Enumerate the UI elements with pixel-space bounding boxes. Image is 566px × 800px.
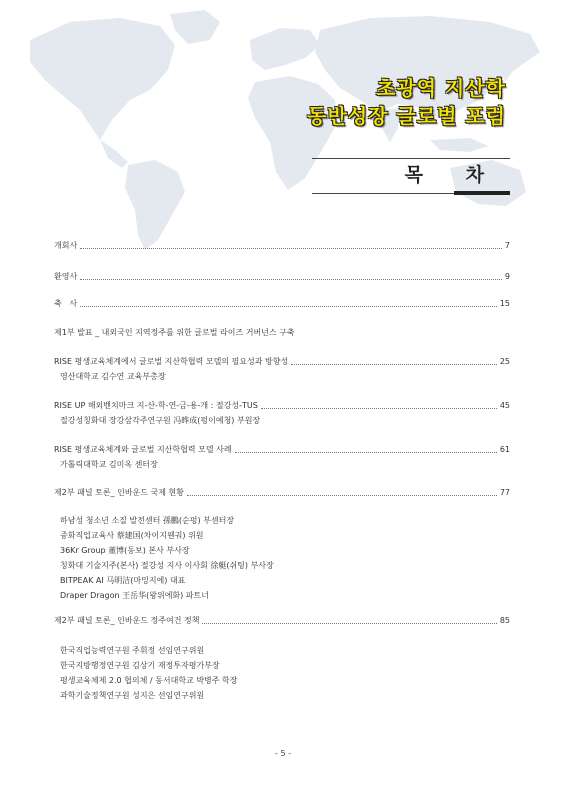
panel-participant: 평생교육체제 2.0 협의체 / 동서대학교 박병주 학장 xyxy=(60,676,238,685)
toc-entry-congratulatory[interactable] xyxy=(54,298,510,310)
dot-leader xyxy=(235,451,497,453)
panel2-participants xyxy=(60,643,238,703)
toc-entry-speaker: 영산대학교 김수연 교육부총장 xyxy=(60,372,166,381)
toc-entry-label: 개회사 xyxy=(54,241,78,250)
toc-entry-speaker: 가톨릭대학교 김미옥 센터장 xyxy=(60,460,158,469)
toc-entry-rise-lifelong[interactable] xyxy=(54,356,510,368)
panel-participant: BITPEAK AI 马明洁(마밍지에) 대표 xyxy=(60,576,186,585)
panel-participant: Draper Dragon 王岳华(왕위에화) 파트너 xyxy=(60,591,210,600)
panel-participant: 한국직업능력연구원 주휘정 선임연구위원 xyxy=(60,646,205,655)
toc-entry-page: 61 xyxy=(499,445,510,454)
heading-divider-top xyxy=(312,158,510,159)
toc-entry-label: 제1부 발표 _ 내외국인 지역정주를 위한 글로벌 라이즈 거버넌스 구축 xyxy=(54,328,295,337)
panel-participant: 하남성 청소년 소질 발전센터 孫鵬(순펑) 부센터장 xyxy=(60,516,235,525)
toc-heading: 목 차 xyxy=(404,164,502,186)
toc-entry-rise-up[interactable] xyxy=(54,400,510,412)
toc-entry-page: 15 xyxy=(499,299,510,308)
toc-section-part1[interactable] xyxy=(54,327,510,339)
panel-participant: 중화직업교육사 蔡建国(차이지웬궈) 위원 xyxy=(60,531,204,540)
toc-entry-page: 9 xyxy=(504,272,510,281)
dot-leader xyxy=(202,622,496,624)
heading-accent-bar xyxy=(454,191,510,195)
panel-participant: 칭화대 기술지주(본사) 절강성 지사 이사회 徐艇(쉬팅) 부사장 xyxy=(60,561,274,570)
toc-entry-label: RISE UP 해외벤치마크 지-산-학-연-금-용-개 : 절강성-TUS xyxy=(54,401,258,410)
toc-entry-label: RISE 평생교육체계에서 글로벌 지산학협력 모델의 필요성과 방향성 xyxy=(54,357,289,366)
toc-entry-page: 45 xyxy=(499,401,510,410)
dot-leader xyxy=(187,494,497,496)
dot-leader xyxy=(80,278,502,280)
panel-participant: 36Kr Group 董博(동보) 본사 부사장 xyxy=(60,546,190,555)
toc-section-panel-inbound-policy[interactable] xyxy=(54,615,510,627)
toc-entry-page: 85 xyxy=(499,616,510,625)
panel1-participants xyxy=(60,513,274,603)
dot-leader xyxy=(291,363,497,365)
toc-entry-rise-case[interactable] xyxy=(54,444,510,456)
toc-entry-welcome-address[interactable] xyxy=(54,271,510,283)
toc-entry-label: 축 사 xyxy=(54,299,78,308)
toc-entry-page: 77 xyxy=(499,488,510,497)
toc-entry-label: 제2부 패널 토론_ 인바운드 국제 현황 xyxy=(54,488,184,497)
toc-entry-page: 25 xyxy=(499,357,510,366)
toc-entry-label: 환영사 xyxy=(54,272,78,281)
dot-leader xyxy=(80,305,497,307)
toc-entry-speaker: 절강성칭화대 장강삼각주연구원 冯晔成(펑이예청) 부원장 xyxy=(60,416,261,425)
page-number: - 5 - xyxy=(275,749,291,758)
panel-participant: 한국지방행정연구원 김상기 재정투자평가부장 xyxy=(60,661,220,670)
toc-entry-label: 제2부 패널 토론_ 인바운드 정주여건 정책 xyxy=(54,616,200,625)
panel-participant: 과학기술정책연구원 성지은 선임연구위원 xyxy=(60,691,205,700)
forum-title-line1: 초광역 지산학 xyxy=(376,76,506,100)
dot-leader xyxy=(261,407,497,409)
forum-title-line2: 동반성장 글로벌 포럼 xyxy=(307,104,506,128)
toc-entry-opening-address[interactable] xyxy=(54,240,510,252)
toc-entry-label: RISE 평생교육체계와 글로벌 지산학협력 모델 사례 xyxy=(54,445,232,454)
dot-leader xyxy=(80,247,502,249)
toc-section-panel-inbound-status[interactable] xyxy=(54,487,510,499)
toc-entry-page: 7 xyxy=(504,241,510,250)
